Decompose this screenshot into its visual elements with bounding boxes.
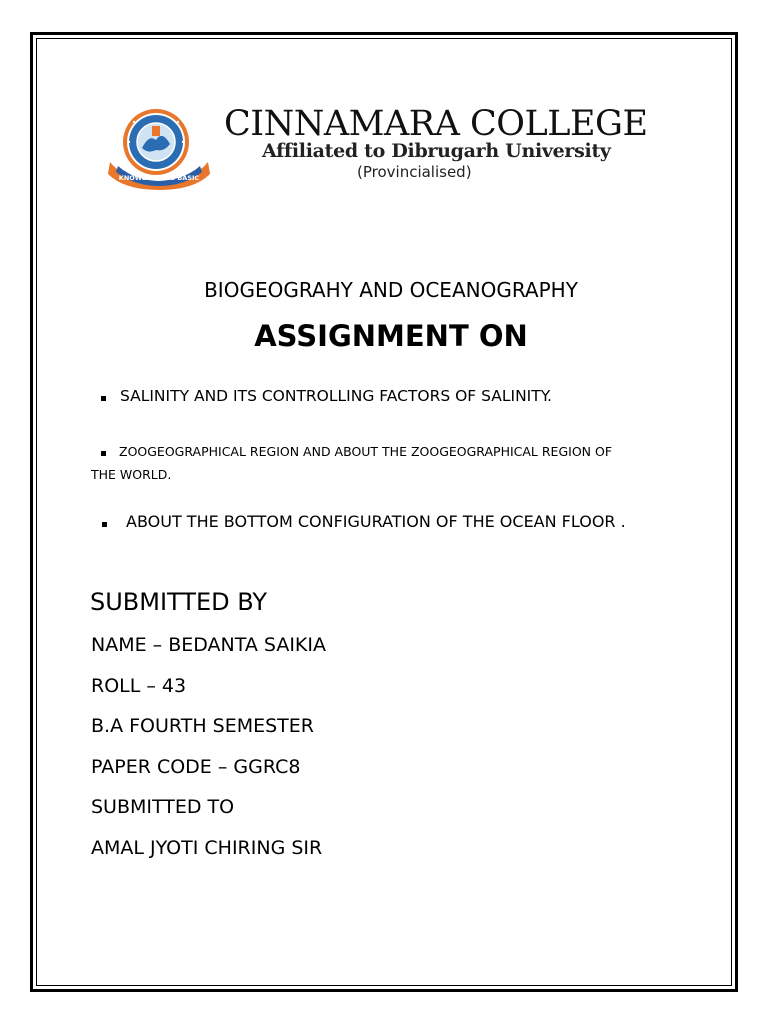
topic-item: SALINITY AND ITS CONTROLLING FACTORS OF SALINITY. bbox=[120, 387, 552, 405]
semester: B.A FOURTH SEMESTER bbox=[91, 715, 314, 737]
university-affiliation: Affiliated to Dibrugarh University bbox=[262, 140, 611, 162]
college-status: (Provincialised) bbox=[357, 163, 472, 181]
teacher-name: AMAL JYOTI CHIRING SIR bbox=[91, 837, 323, 859]
topic-item: ZOOGEOGRAPHICAL REGION AND ABOUT THE ZOOGEOGRAPHICAL REGION OF bbox=[119, 444, 613, 459]
assignment-heading: ASSIGNMENT ON bbox=[254, 319, 528, 353]
college-name: CINNAMARA COLLEGE bbox=[224, 104, 648, 144]
college-seal-icon bbox=[104, 100, 214, 192]
bullet-icon bbox=[102, 522, 107, 527]
bullet-icon bbox=[101, 451, 106, 456]
svg-text:KNOWLEDGE IS BASIC: KNOWLEDGE IS BASIC bbox=[118, 174, 200, 182]
bullet-icon bbox=[101, 396, 106, 401]
subject-title: BIOGEOGRAHY AND OCEANOGRAPHY bbox=[204, 278, 578, 302]
roll-number: ROLL – 43 bbox=[91, 675, 187, 697]
topic-item: ABOUT THE BOTTOM CONFIGURATION OF THE OCEAN FLOOR . bbox=[126, 512, 626, 531]
paper-code: PAPER CODE – GGRC8 bbox=[91, 756, 301, 778]
submitted-by-label: SUBMITTED BY bbox=[90, 588, 268, 616]
submitted-to-label: SUBMITTED TO bbox=[91, 796, 235, 818]
student-name: NAME – BEDANTA SAIKIA bbox=[91, 634, 326, 656]
topic-item-continuation: THE WORLD. bbox=[91, 467, 172, 482]
